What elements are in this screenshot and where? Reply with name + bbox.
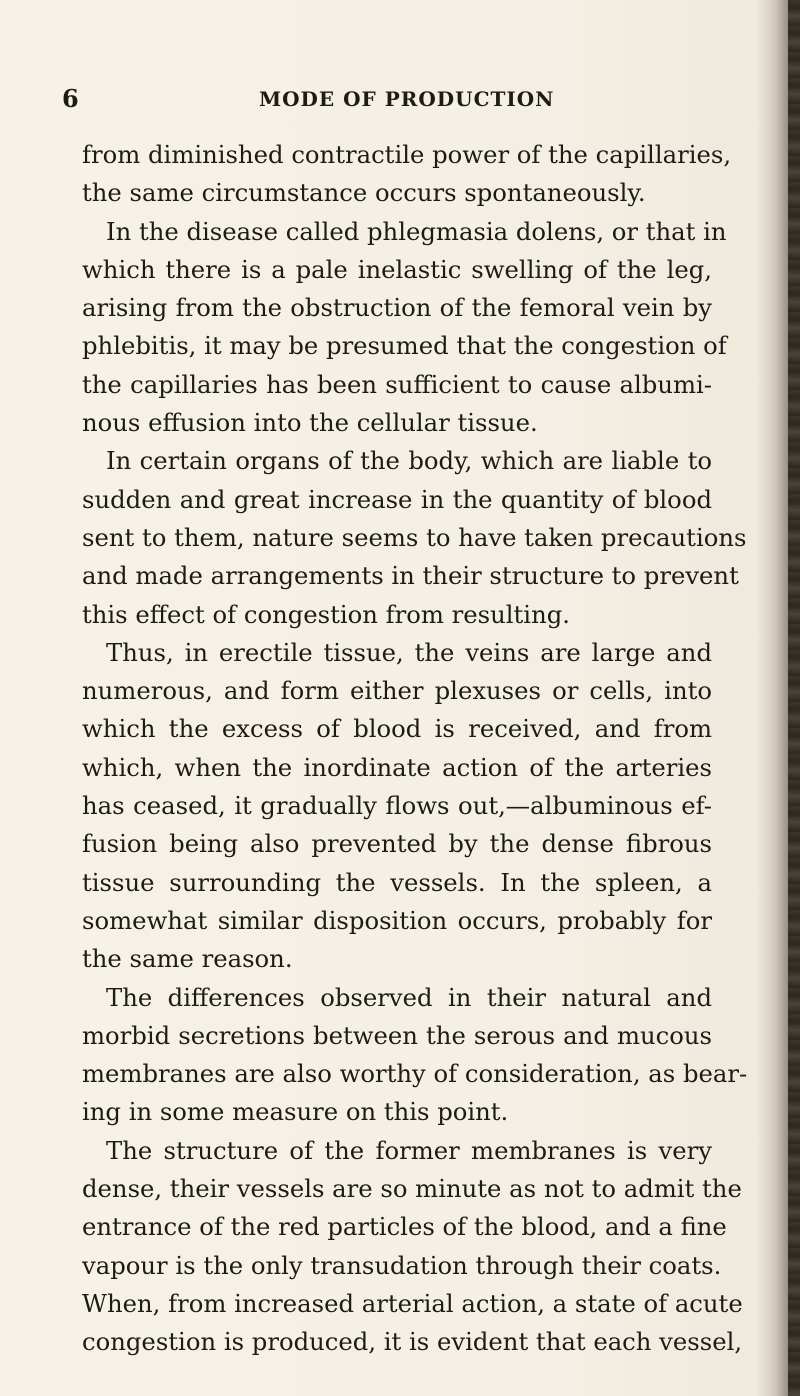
text-line: fusion being also prevented by the dense fibrous <box>82 829 712 859</box>
text-line: sent to them, nature seems to have taken precautions <box>82 522 747 552</box>
book-spine-edge <box>788 0 800 1396</box>
text-line: sudden and great increase in the quantity of blood <box>82 484 712 514</box>
text-line: numerous, and form either plexuses or cells, into <box>82 676 712 706</box>
running-head: MODE OF PRODUCTION <box>259 87 555 111</box>
text-line: the same reason. <box>82 944 293 974</box>
text-line: the capillaries has been sufficient to cause albumi- <box>82 369 712 399</box>
text-line: ing in some measure on this point. <box>82 1097 509 1127</box>
body-text <box>82 136 748 1362</box>
page-number: 6 <box>62 84 79 113</box>
text-line: which there is a pale inelastic swelling of the leg, <box>82 254 712 284</box>
text-line: this effect of congestion from resulting. <box>82 599 570 629</box>
text-line: When, from increased arterial action, a state of acute <box>82 1288 743 1318</box>
text-line: which the excess of blood is received, and from <box>82 714 712 744</box>
text-line: the same circumstance occurs spontaneously. <box>82 178 646 208</box>
text-line: arising from the obstruction of the femoral vein by <box>82 293 712 323</box>
page-header <box>62 84 742 117</box>
text-line: dense, their vessels are so minute as not to admit the <box>82 1174 742 1204</box>
text-line: from diminished contractile power of the capillaries, <box>82 140 732 169</box>
paragraph-start-line: In the disease called phlegmasia dolens, or that in <box>106 216 727 246</box>
text-line: nous effusion into the cellular tissue. <box>82 408 538 438</box>
text-line: tissue surrounding the vessels. In the spleen, a <box>82 867 712 897</box>
paragraph-start-line: The structure of the former membranes is very <box>106 1135 712 1165</box>
paragraph-start-line: The differences observed in their natural and <box>106 982 712 1012</box>
text-line: phlebitis, it may be presumed that the congestion of <box>82 331 727 361</box>
paragraph-start-line: Thus, in erectile tissue, the veins are large and <box>106 637 712 667</box>
paragraph-start-line: In certain organs of the body, which are liable to <box>106 446 712 476</box>
text-line: entrance of the red particles of the blood, and a fine <box>82 1212 727 1242</box>
text-line: morbid secretions between the serous and mucous <box>82 1020 712 1050</box>
text-line: somewhat similar disposition occurs, probably for <box>82 905 712 935</box>
text-line: membranes are also worthy of consideration, as bear- <box>82 1059 748 1089</box>
text-line: vapour is the only transudation through their coats. <box>82 1250 722 1280</box>
text-line: and made arrangements in their structure to prevent <box>82 561 739 591</box>
text-line: has ceased, it gradually flows out,—albuminous ef- <box>82 791 712 821</box>
text-line: congestion is produced, it is evident that each vessel, <box>82 1327 743 1357</box>
text-line: which, when the inordinate action of the arteries <box>82 752 712 782</box>
